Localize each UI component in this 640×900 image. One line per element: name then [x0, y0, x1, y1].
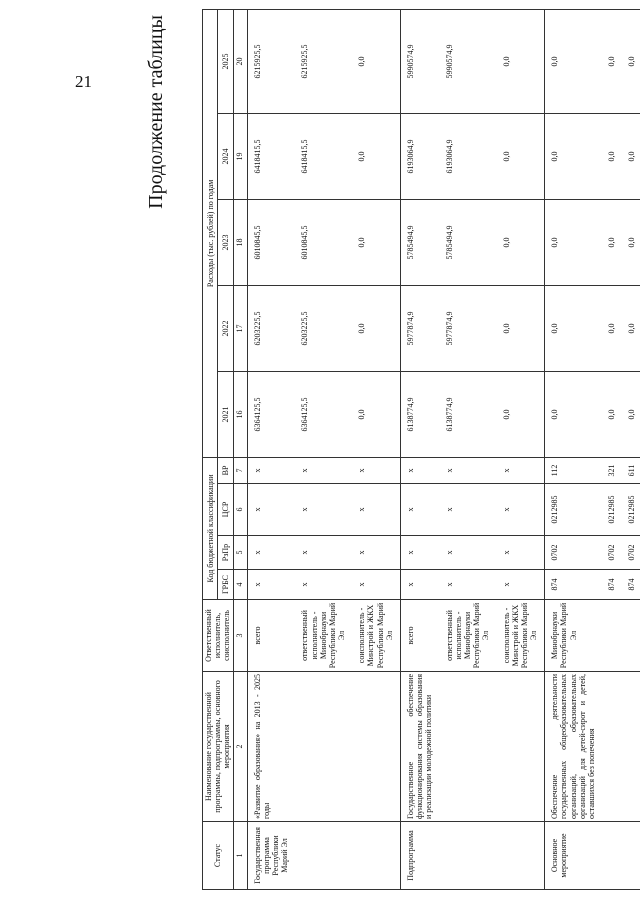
expense-2022-cell: 0,0: [352, 285, 400, 371]
vr-cell: x: [440, 457, 497, 483]
rzpr-cell: 0702: [602, 536, 622, 570]
status-cell: Подпрограмма: [401, 822, 440, 890]
expense-2021-cell: 0,0: [622, 371, 640, 457]
table-row: [440, 9, 497, 889]
name-cell: Обеспечение деятельности государственных общеобразовательных организаций, образовательных организаций для детей-сирот и детей, оставшихся без попечения: [545, 672, 602, 822]
expense-2025-cell: 0,0: [622, 9, 640, 113]
vr-cell: x: [247, 457, 295, 483]
expense-2022-cell: 0,0: [497, 285, 545, 371]
rzpr-cell: 0702: [545, 536, 602, 570]
column-number: 17: [233, 285, 247, 371]
table-row: [602, 9, 622, 889]
status-cell: [352, 822, 400, 890]
header-vr: ВР: [218, 457, 233, 483]
responsible-cell: ответственный исполнитель - Минобрнауки Республики Марий Эл: [295, 600, 352, 672]
expense-2024-cell: 6418415,5: [247, 113, 295, 199]
csr-cell: 0212985: [545, 484, 602, 536]
expense-2025-cell: 5990574,9: [401, 9, 440, 113]
column-number: 20: [233, 9, 247, 113]
grbs-cell: 874: [545, 570, 602, 600]
expense-2024-cell: 6193064,9: [440, 113, 497, 199]
expense-2023-cell: 0,0: [545, 199, 602, 285]
expense-2023-cell: 0,0: [622, 199, 640, 285]
header-year: 2021: [218, 371, 233, 457]
expense-2021-cell: 6138774,9: [440, 371, 497, 457]
rzpr-cell: 0702: [622, 536, 640, 570]
responsible-cell: ответственный исполнитель - Минобрнауки Республики Марий Эл: [440, 600, 497, 672]
vr-cell: x: [295, 457, 352, 483]
expense-2021-cell: 0,0: [602, 371, 622, 457]
name-cell: [440, 672, 497, 822]
expense-2023-cell: 5785494,9: [440, 199, 497, 285]
responsible-cell: [622, 600, 640, 672]
expense-2023-cell: 0,0: [352, 199, 400, 285]
csr-cell: x: [295, 484, 352, 536]
table-row: [247, 9, 295, 889]
csr-cell: x: [247, 484, 295, 536]
status-cell: [440, 822, 497, 890]
rzpr-cell: x: [497, 536, 545, 570]
vr-cell: 321: [602, 457, 622, 483]
header-expenses: Расходы (тыс. рублей) по годам: [203, 9, 218, 457]
expense-2023-cell: 0,0: [497, 199, 545, 285]
status-cell: [622, 822, 640, 890]
table-body: [247, 9, 640, 889]
rzpr-cell: x: [295, 536, 352, 570]
status-cell: [295, 822, 352, 890]
header-year: 2022: [218, 285, 233, 371]
expense-2021-cell: 0,0: [352, 371, 400, 457]
expense-2024-cell: 0,0: [602, 113, 622, 199]
vr-cell: x: [401, 457, 440, 483]
expense-2021-cell: 6364125,5: [295, 371, 352, 457]
expense-2024-cell: 0,0: [622, 113, 640, 199]
responsible-cell: соисполнитель - Минстрой и ЖКХ Республики Марий Эл: [352, 600, 400, 672]
column-number: 4: [233, 570, 247, 600]
expense-2023-cell: 0,0: [602, 199, 622, 285]
status-cell: [602, 822, 622, 890]
responsible-cell: всего: [247, 600, 295, 672]
column-number: 5: [233, 536, 247, 570]
expense-2021-cell: 0,0: [497, 371, 545, 457]
rzpr-cell: x: [440, 536, 497, 570]
vr-cell: x: [352, 457, 400, 483]
header-budget-code: Код бюджетной классификации: [203, 457, 218, 599]
csr-cell: 0212985: [602, 484, 622, 536]
expense-2023-cell: 5785494,9: [401, 199, 440, 285]
expense-2024-cell: 6193064,9: [401, 113, 440, 199]
grbs-cell: x: [401, 570, 440, 600]
responsible-cell: [602, 600, 622, 672]
responsible-cell: соисполнитель - Минстрой и ЖКХ Республики Марий Эл: [497, 600, 545, 672]
header-name: Наименование государственной программы, подпрограммы, основного мероприятия: [203, 672, 234, 822]
header-grbs: ГРБС: [218, 570, 233, 600]
expense-2025-cell: 6215925,5: [295, 9, 352, 113]
expense-2024-cell: 0,0: [545, 113, 602, 199]
expense-2025-cell: 0,0: [602, 9, 622, 113]
rzpr-cell: x: [247, 536, 295, 570]
name-cell: [352, 672, 400, 822]
expense-2021-cell: 6138774,9: [401, 371, 440, 457]
expense-2022-cell: 5977874,9: [401, 285, 440, 371]
csr-cell: x: [440, 484, 497, 536]
vr-cell: 112: [545, 457, 602, 483]
expense-2025-cell: 0,0: [497, 9, 545, 113]
expense-2025-cell: 0,0: [352, 9, 400, 113]
page-number: 21: [75, 72, 92, 91]
grbs-cell: x: [247, 570, 295, 600]
column-number: 18: [233, 199, 247, 285]
expense-2022-cell: 5977874,9: [440, 285, 497, 371]
expense-2023-cell: 6010845,5: [295, 199, 352, 285]
status-cell: Основное мероприятие: [545, 822, 602, 890]
column-number: 3: [233, 600, 247, 672]
expense-2025-cell: 5990574,9: [440, 9, 497, 113]
rotated-landscape-page: [140, 10, 637, 890]
expense-2022-cell: 6203225,5: [247, 285, 295, 371]
expense-2023-cell: 6010845,5: [247, 199, 295, 285]
grbs-cell: x: [352, 570, 400, 600]
expense-2022-cell: 6203225,5: [295, 285, 352, 371]
csr-cell: 0212985: [622, 484, 640, 536]
status-cell: Государственная программа Республики Марий Эл: [247, 822, 295, 890]
header-responsible: Ответственный исполнитель, соисполнитель: [203, 600, 234, 672]
expense-2021-cell: 6364125,5: [247, 371, 295, 457]
header-year: 2024: [218, 113, 233, 199]
table-row: [497, 9, 545, 889]
responsible-cell: всего: [401, 600, 440, 672]
column-number: 6: [233, 484, 247, 536]
column-number: 2: [233, 672, 247, 822]
table-row: [545, 9, 602, 889]
grbs-cell: x: [497, 570, 545, 600]
vr-cell: 611: [622, 457, 640, 483]
column-number: 16: [233, 371, 247, 457]
csr-cell: x: [497, 484, 545, 536]
grbs-cell: 874: [622, 570, 640, 600]
responsible-cell: Минобрнауки Республики Марий Эл: [545, 600, 602, 672]
header-year: 2023: [218, 199, 233, 285]
expense-2022-cell: 0,0: [602, 285, 622, 371]
column-number: 7: [233, 457, 247, 483]
table-continuation-heading: Продолжение таблицы: [145, 15, 167, 209]
name-cell: Государственное обеспечение функционирования системы образования и реализации молодежной политики: [401, 672, 440, 822]
grbs-cell: x: [295, 570, 352, 600]
grbs-cell: x: [440, 570, 497, 600]
expense-2025-cell: 6215925,5: [247, 9, 295, 113]
vr-cell: x: [497, 457, 545, 483]
expense-2025-cell: 0,0: [545, 9, 602, 113]
name-cell: [602, 672, 622, 822]
expense-2024-cell: 0,0: [352, 113, 400, 199]
header-year: 2025: [218, 9, 233, 113]
expense-2021-cell: 0,0: [545, 371, 602, 457]
name-cell: «Развитие образования» на 2013 - 2025 годы: [247, 672, 295, 822]
column-number: 1: [233, 822, 247, 890]
rzpr-cell: x: [352, 536, 400, 570]
name-cell: [295, 672, 352, 822]
expense-2024-cell: 0,0: [497, 113, 545, 199]
budget-table: [202, 9, 640, 890]
expense-2024-cell: 6418415,5: [295, 113, 352, 199]
table-row: [295, 9, 352, 889]
header-rzpr: РзПр: [218, 536, 233, 570]
expense-2022-cell: 0,0: [545, 285, 602, 371]
csr-cell: x: [352, 484, 400, 536]
table-row: [622, 9, 640, 889]
header-status: Статус: [203, 822, 234, 890]
column-number: 19: [233, 113, 247, 199]
expense-2022-cell: 0,0: [622, 285, 640, 371]
name-cell: [622, 672, 640, 822]
table-row: [401, 9, 440, 889]
rzpr-cell: x: [401, 536, 440, 570]
name-cell: [497, 672, 545, 822]
table-row: [352, 9, 400, 889]
grbs-cell: 874: [602, 570, 622, 600]
status-cell: [497, 822, 545, 890]
csr-cell: x: [401, 484, 440, 536]
header-csr: ЦСР: [218, 484, 233, 536]
